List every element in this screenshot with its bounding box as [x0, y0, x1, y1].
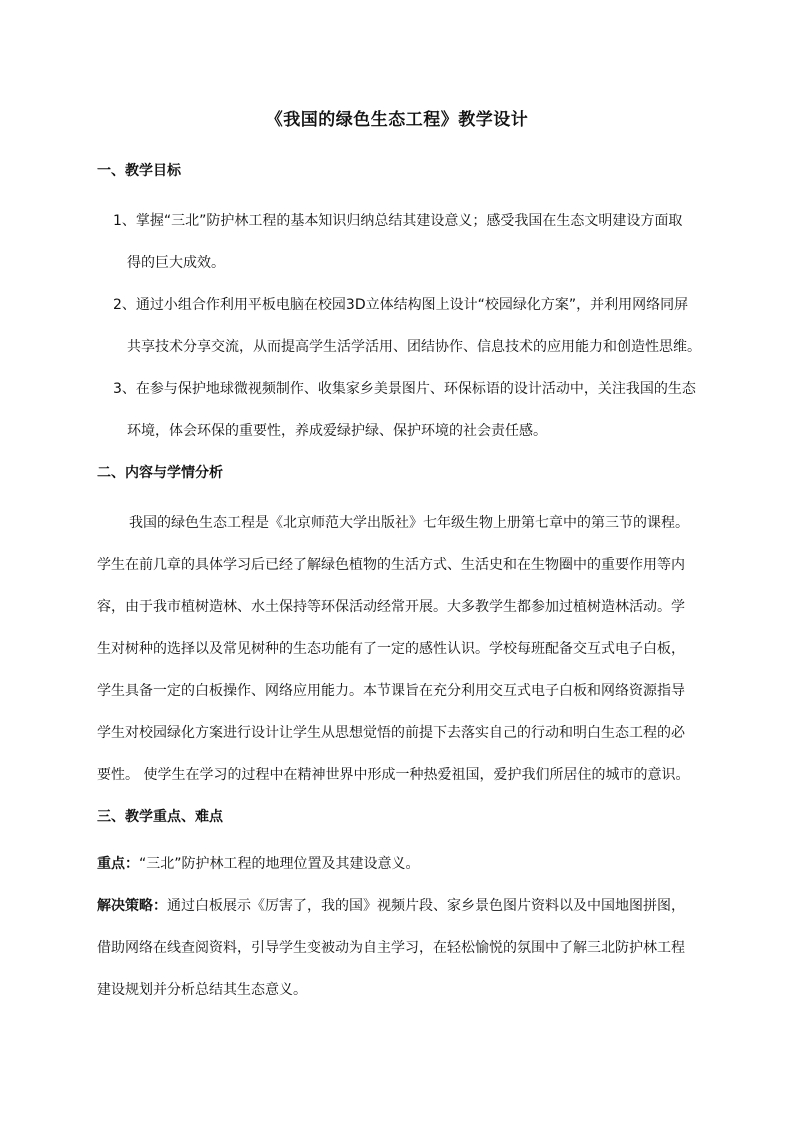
objective-line: 共享技术分享交流，从而提高学生活学活用、团结协作、信息技术的应用能力和创造性思维。 — [127, 339, 701, 355]
paragraph-line: 我国的绿色生态工程是《北京师范大学出版社》七年级生物上册第七章中的第三节的课程。 — [129, 515, 689, 531]
objective-item — [113, 284, 701, 368]
objective-item — [113, 368, 698, 452]
focus-line — [97, 843, 697, 885]
strategy-text: 通过白板展示《厉害了，我的国》视频片段、家乡景色图片资料以及中国地图拼图， — [167, 898, 685, 914]
objective-item — [113, 200, 698, 284]
strategy-label: 解决策略： — [97, 898, 167, 914]
paragraph-line: 生对树种的选择以及常见树种的生态功能有了一定的感性认识。学校每班配备交互式电子白板， — [97, 641, 685, 657]
objective-line: 得的巨大成效。 — [127, 255, 225, 271]
focus-paragraph — [97, 843, 697, 885]
strategy-line: 建设规划并分析总结其生态意义。 — [97, 982, 307, 998]
objective-line: 2、通过小组合作利用平板电脑在校园3D立体结构图上设计“校园绿化方案”，并利用网络同屏 — [113, 297, 689, 313]
analysis-paragraph — [97, 502, 697, 796]
paragraph-line: 学生在前几章的具体学习后已经了解绿色植物的生活方式、生活史和在生物圈中的重要作用等内 — [97, 557, 685, 573]
paragraph-line: 学生对校园绿化方案进行设计让学生从思想觉悟的前提下去落实自己的行动和明白生态工程的必 — [97, 725, 685, 741]
document-title: 《我国的绿色生态工程》教学设计 — [265, 110, 529, 130]
strategy-line: 借助网络在线查阅资料，引导学生变被动为自主学习，在轻松愉悦的氛围中了解三北防护林工程 — [97, 940, 685, 956]
objective-line: 1、掌握“三北”防护林工程的基本知识归纳总结其建设意义；感受我国在生态文明建设方面取 — [113, 213, 683, 229]
strategy-line — [97, 885, 697, 927]
section-heading-analysis: 二、内容与学情分析 — [97, 465, 223, 481]
focus-text: “三北”防护林工程的地理位置及其建设意义。 — [139, 856, 420, 872]
strategy-paragraph — [97, 885, 697, 1011]
paragraph-line: 要性。 使学生在学习的过程中在精神世界中形成一种热爱祖国，爱护我们所居住的城市的意识。 — [97, 767, 690, 783]
section-heading-key-points: 三、教学重点、难点 — [97, 809, 223, 825]
paragraph-line: 学生具备一定的白板操作、网络应用能力。本节课旨在充分利用交互式电子白板和网络资源指导 — [97, 683, 685, 699]
objective-line: 环境，体会环保的重要性，养成爱绿护绿、保护环境的社会责任感。 — [127, 423, 547, 439]
paragraph-line: 容，由于我市植树造林、水土保持等环保活动经常开展。大多教学生都参加过植树造林活动。学 — [97, 599, 685, 615]
focus-label: 重点： — [97, 856, 139, 872]
objective-line: 3、在参与保护地球微视频制作、收集家乡美景图片、环保标语的设计活动中，关注我国的生态 — [113, 381, 696, 397]
section-heading-objectives: 一、教学目标 — [97, 163, 181, 179]
